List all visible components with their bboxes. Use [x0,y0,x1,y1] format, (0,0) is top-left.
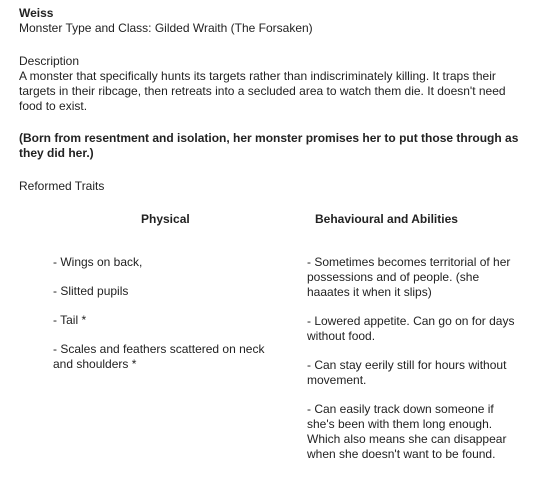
monster-type-line: Monster Type and Class: Gilded Wraith (The Forsaken) [19,21,313,35]
physical-header: Physical [141,212,190,226]
list-item: - Wings on back, [53,255,143,269]
description-emphasis: (Born from resentment and isolation, her monster promises her to put those through as they did her.) [19,131,519,160]
list-item: - Slitted pupils [53,284,129,298]
character-name: Weiss [19,6,54,20]
behavioural-list [307,255,519,476]
behavioural-header: Behavioural and Abilities [315,212,458,226]
list-item: - Can stay eerily still for hours without movement. [307,358,507,387]
list-item: - Can easily track down someone if she's been with them long enough. Which also means she can disappear when she doesn't want to be found. [307,402,507,461]
traits-heading: Reformed Traits [19,179,105,193]
description-text: A monster that specifically hunts its targets rather than indiscriminately killing. It traps their targets in their ribcage, then retreats into a secluded area to watch them die. It doesn't need food to exist. [19,69,506,113]
document-body [19,6,529,194]
list-item: - Lowered appetite. Can go on for days without food. [307,314,515,343]
list-item: - Scales and feathers scattered on neck and shoulders * [53,342,265,371]
physical-list [53,255,273,386]
description-heading: Description [19,54,80,68]
list-item: - Sometimes becomes territorial of her possessions and of people. (she haaates it when it slips) [307,255,511,299]
list-item: - Tail * [53,313,87,327]
